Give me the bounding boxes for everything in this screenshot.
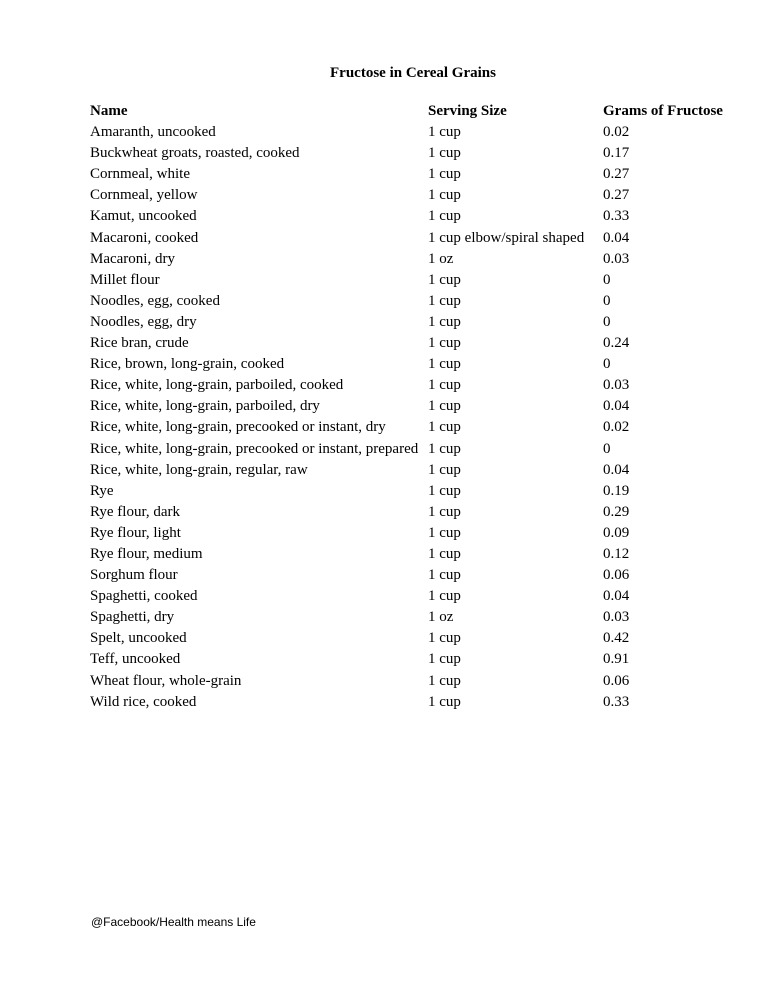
cell-serving-size: 1 cup	[428, 545, 461, 562]
cell-name: Teff, uncooked	[90, 651, 181, 668]
cell-name: Kamut, uncooked	[90, 208, 197, 225]
cell-name: Millet flour	[90, 271, 160, 288]
cell-name: Spaghetti, cooked	[90, 588, 198, 605]
cell-serving-size: 1 cup	[428, 398, 461, 415]
column-header-name: Name	[90, 103, 128, 119]
table-row	[90, 607, 750, 628]
cell-serving-size: 1 cup	[428, 503, 461, 520]
cell-name: Sorghum flour	[90, 567, 178, 584]
cell-serving-size: 1 cup	[428, 693, 461, 710]
cell-serving-size: 1 cup	[428, 630, 461, 647]
cell-serving-size: 1 cup	[428, 482, 461, 499]
cell-grams: 0.19	[603, 482, 630, 499]
cell-serving-size: 1 cup	[428, 313, 461, 330]
cell-serving-size: 1 oz	[428, 609, 454, 626]
cell-grams: 0.42	[603, 630, 630, 647]
cell-grams: 0.04	[603, 398, 630, 415]
cell-grams: 0.33	[603, 693, 630, 710]
cell-name: Wild rice, cooked	[90, 693, 197, 710]
cell-name: Rice, white, long-grain, parboiled, dry	[90, 398, 320, 415]
cell-name: Noodles, egg, dry	[90, 313, 197, 330]
cell-grams: 0.06	[603, 672, 630, 689]
table-row	[90, 375, 750, 396]
cell-serving-size: 1 cup	[428, 440, 461, 457]
cell-grams: 0.27	[603, 187, 630, 204]
page-title: Fructose in Cereal Grains	[330, 65, 496, 81]
cell-grams: 0.03	[603, 609, 630, 626]
cell-grams: 0	[603, 356, 611, 373]
cell-grams: 0	[603, 292, 611, 309]
cell-name: Cornmeal, yellow	[90, 187, 198, 204]
table-row	[90, 586, 750, 607]
table-row	[90, 628, 750, 649]
table-row	[90, 544, 750, 565]
cell-serving-size: 1 cup	[428, 292, 461, 309]
cell-grams: 0	[603, 440, 611, 457]
table-row	[90, 333, 750, 354]
cell-name: Buckwheat groats, roasted, cooked	[90, 145, 300, 162]
cell-serving-size: 1 cup	[428, 524, 461, 541]
cell-serving-size: 1 cup	[428, 356, 461, 373]
cell-name: Rye flour, light	[90, 524, 181, 541]
table-row	[90, 439, 750, 460]
cell-serving-size: 1 cup	[428, 651, 461, 668]
cell-name: Rye	[90, 482, 114, 499]
cell-serving-size: 1 cup	[428, 271, 461, 288]
table-row	[90, 143, 750, 164]
cell-name: Rye flour, medium	[90, 545, 203, 562]
cell-serving-size: 1 cup elbow/spiral shaped	[428, 229, 585, 246]
cell-serving-size: 1 cup	[428, 208, 461, 225]
cell-grams: 0.04	[603, 588, 630, 605]
cell-grams: 0	[603, 313, 611, 330]
cell-grams: 0.12	[603, 545, 630, 562]
column-header-grams: Grams of Fructose	[603, 103, 723, 119]
table-row	[90, 270, 750, 291]
table-row	[90, 312, 750, 333]
table-body	[90, 122, 750, 713]
cell-serving-size: 1 cup	[428, 124, 461, 141]
cell-grams: 0.02	[603, 124, 630, 141]
cell-name: Rice, white, long-grain, parboiled, cooked	[90, 377, 344, 394]
cell-name: Spelt, uncooked	[90, 630, 187, 647]
cell-name: Cornmeal, white	[90, 166, 190, 183]
cell-grams: 0.04	[603, 229, 630, 246]
cell-serving-size: 1 cup	[428, 145, 461, 162]
cell-name: Noodles, egg, cooked	[90, 292, 220, 309]
cell-serving-size: 1 cup	[428, 166, 461, 183]
cell-name: Amaranth, uncooked	[90, 124, 216, 141]
footer-credit: @Facebook/Health means Life	[91, 915, 256, 929]
cell-name: Wheat flour, whole-grain	[90, 672, 242, 689]
table-row	[90, 671, 750, 692]
cell-serving-size: 1 oz	[428, 250, 454, 267]
table-row	[90, 396, 750, 417]
table-row	[90, 460, 750, 481]
table-row	[90, 417, 750, 438]
cell-serving-size: 1 cup	[428, 335, 461, 352]
cell-grams: 0	[603, 271, 611, 288]
cell-grams: 0.03	[603, 377, 630, 394]
cell-grams: 0.03	[603, 250, 630, 267]
table-row	[90, 228, 750, 249]
table-row	[90, 649, 750, 670]
table-row	[90, 481, 750, 502]
cell-grams: 0.04	[603, 461, 630, 478]
cell-grams: 0.02	[603, 419, 630, 436]
table-row	[90, 502, 750, 523]
table-row	[90, 692, 750, 713]
table-row	[90, 523, 750, 544]
cell-serving-size: 1 cup	[428, 672, 461, 689]
cell-serving-size: 1 cup	[428, 588, 461, 605]
cell-serving-size: 1 cup	[428, 187, 461, 204]
cell-serving-size: 1 cup	[428, 419, 461, 436]
cell-name: Rice, brown, long-grain, cooked	[90, 356, 285, 373]
table-row	[90, 185, 750, 206]
cell-name: Macaroni, cooked	[90, 229, 199, 246]
table-row	[90, 291, 750, 312]
cell-grams: 0.91	[603, 651, 630, 668]
cell-name: Macaroni, dry	[90, 250, 175, 267]
table-row	[90, 354, 750, 375]
table-row	[90, 122, 750, 143]
cell-name: Rice, white, long-grain, regular, raw	[90, 461, 308, 478]
cell-name: Rice, white, long-grain, precooked or instant, prepared	[90, 440, 419, 457]
cell-grams: 0.33	[603, 208, 630, 225]
cell-grams: 0.29	[603, 503, 630, 520]
table-header-row	[90, 101, 750, 122]
fructose-table	[90, 101, 750, 713]
table-row	[90, 164, 750, 185]
cell-name: Rice bran, crude	[90, 335, 189, 352]
cell-grams: 0.24	[603, 335, 630, 352]
cell-name: Spaghetti, dry	[90, 609, 175, 626]
cell-name: Rice, white, long-grain, precooked or instant, dry	[90, 419, 386, 436]
table-row	[90, 565, 750, 586]
table-row	[90, 206, 750, 227]
cell-grams: 0.06	[603, 567, 630, 584]
table-row	[90, 249, 750, 270]
cell-grams: 0.27	[603, 166, 630, 183]
cell-serving-size: 1 cup	[428, 461, 461, 478]
cell-grams: 0.09	[603, 524, 630, 541]
cell-serving-size: 1 cup	[428, 567, 461, 584]
cell-serving-size: 1 cup	[428, 377, 461, 394]
column-header-serving-size: Serving Size	[428, 103, 507, 119]
cell-name: Rye flour, dark	[90, 503, 181, 520]
cell-grams: 0.17	[603, 145, 630, 162]
